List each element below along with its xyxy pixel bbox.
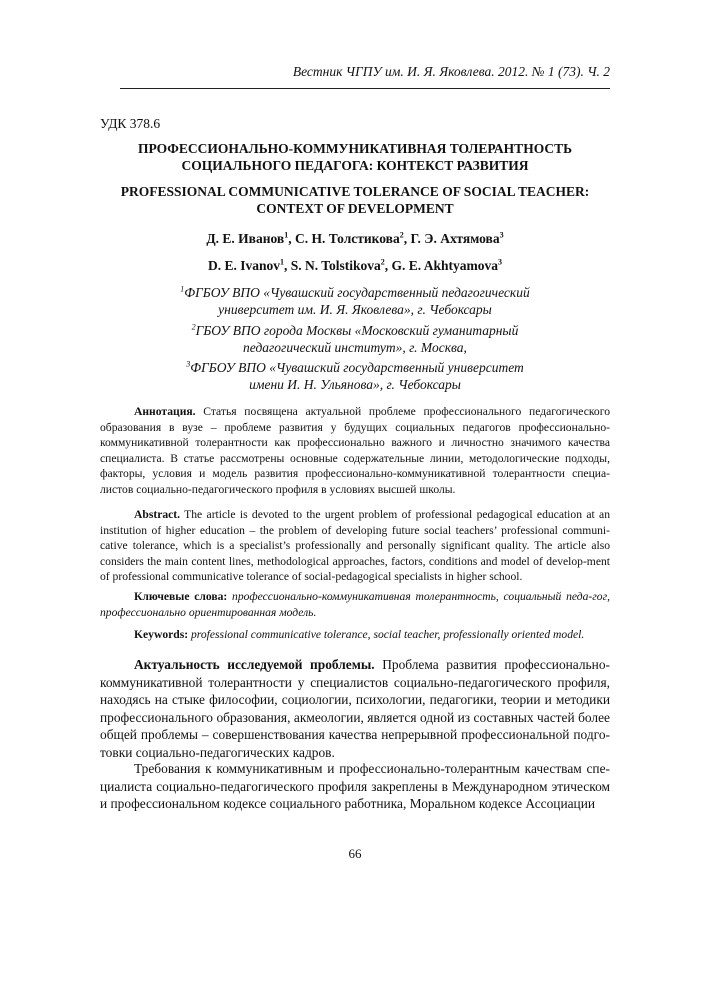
affiliation-mark: 1 (284, 230, 289, 240)
title-ru-line-1: ПРОФЕССИОНАЛЬНО-КОММУНИКАТИВНАЯ ТОЛЕРАНТНОСТЬ (137, 141, 573, 156)
affiliation-1 (100, 284, 610, 318)
author-separator: , (384, 258, 392, 273)
abstract-en-label: Abstract. (134, 508, 181, 521)
abstract-ru-label: Аннотация. (134, 405, 196, 418)
affiliation-line: университет им. И. Я. Яковлева», г. Чебоксары (218, 302, 492, 317)
article-title-en (100, 183, 610, 217)
author-name: Г. Э. Ахтямова (410, 231, 500, 246)
affiliation-mark: 3 (499, 230, 504, 240)
udc-code: УДК 378.6 (100, 116, 161, 131)
author-separator: , (288, 231, 295, 246)
affiliation-line: имени И. Н. Ульянова», г. Чебоксары (249, 377, 461, 392)
affiliation-number: 1 (180, 284, 185, 294)
header-rule (120, 88, 610, 89)
abstract-en-text: The article is devoted to the urgent problem of professional pedagogical education at an institution of higher education – the problem of developing future social teachers’ professional communi-cative tolerance, which is a specialist’s professionally and personally significant quality. The article also considers the main content lines, methodological approaches, factors, conditions and model of develop-ment of professional communicative tolerance of social-pedagogical specialists in higher school. (100, 508, 610, 584)
keywords-en-text: professional communicative tolerance, social teacher, professionally oriented model. (188, 628, 585, 641)
author-name: Д. Е. Иванов (206, 231, 285, 246)
affiliation-3 (100, 359, 610, 393)
abstract-ru (100, 404, 610, 498)
authors-ru (100, 231, 610, 247)
author-name: D. E. Ivanov (207, 258, 280, 273)
affiliation-2 (100, 322, 610, 356)
authors-en (100, 258, 610, 274)
affiliation-line: педагогический институт», г. Москва, (243, 340, 467, 355)
keywords-en (100, 627, 610, 643)
title-en-line-2: CONTEXT OF DEVELOPMENT (256, 201, 454, 216)
author-separator: , (283, 258, 291, 273)
affiliation-line: ФГБОУ ВПО «Чувашский государственный университет (190, 360, 524, 375)
paragraph-text: Проблема развития профессионально-коммуникативной толерантности у специалистов социально-педагогического профиля, находясь на стыке философии, социологии, психологии, педагогики, теории и методики профессионального образования, акмеологии, является одной из составных частей более общей проблемы – совершенствования качества непрерывной профессиональной подго-товки социально-педагогических кадров. (100, 657, 610, 760)
running-head: Вестник ЧГПУ им. И. Я. Яковлева. 2012. № 1 (73). Ч. 2 (292, 64, 610, 79)
body-paragraph-2 (100, 760, 610, 813)
affiliation-line: ФГБОУ ВПО «Чувашский государственный педагогический (184, 285, 530, 300)
affiliation-line: ГБОУ ВПО города Москвы «Московский гуманитарный (195, 323, 519, 338)
page-number: 66 (348, 846, 362, 861)
affiliation-number: 3 (186, 359, 191, 369)
title-ru-line-2: СОЦИАЛЬНОГО ПЕДАГОГА: КОНТЕКСТ РАЗВИТИЯ (181, 158, 529, 173)
section-lead: Актуальность исследуемой проблемы. (134, 657, 375, 672)
affiliation-number: 2 (191, 322, 196, 332)
author-name: С. Н. Толстикова (294, 231, 400, 246)
author-separator: , (403, 231, 411, 246)
author-name: S. N. Tolstikova (290, 258, 381, 273)
affiliation-mark: 1 (279, 257, 284, 267)
affiliation-mark: 2 (399, 230, 404, 240)
keywords-ru-text: профессионально-коммуникативная толерантность, социальный педа-гог, профессионально ориентированная модель. (100, 590, 610, 619)
paragraph-text: Требования к коммуникативным и профессионально-толерантным качествам спе-циалиста социально-педагогического профиля закреплены в Международном этическом и профессиональном кодексе социального работника, Моральном кодексе Ассоциации (100, 761, 610, 812)
author-name: G. E. Akhtyamova (391, 258, 499, 273)
affiliation-mark: 2 (380, 257, 385, 267)
abstract-en (100, 507, 610, 585)
abstract-ru-text: Статья посвящена актуальной проблеме профессионального педагогического образования в вузе – проблеме развития у будущих социальных педагогов профессионально-коммуникативной толерантности как профессионально важного и личностно значимого качества специалиста. В статье рассмотрены основные содержательные линии, методологические подходы, факторы, условия и модель развития профессионально-коммуникативной толерантности специа-листов социально-педагогического профиля в условиях высшей школы. (100, 405, 610, 496)
article-title-ru (100, 140, 610, 174)
affiliation-mark: 3 (498, 257, 503, 267)
keywords-ru-label: Ключевые слова: (134, 590, 228, 603)
body-paragraph-1 (100, 656, 610, 762)
title-en-line-1: PROFESSIONAL COMMUNICATIVE TOLERANCE OF SOCIAL TEACHER: (120, 184, 590, 199)
keywords-ru (100, 589, 610, 620)
keywords-en-label: Keywords: (134, 628, 189, 641)
